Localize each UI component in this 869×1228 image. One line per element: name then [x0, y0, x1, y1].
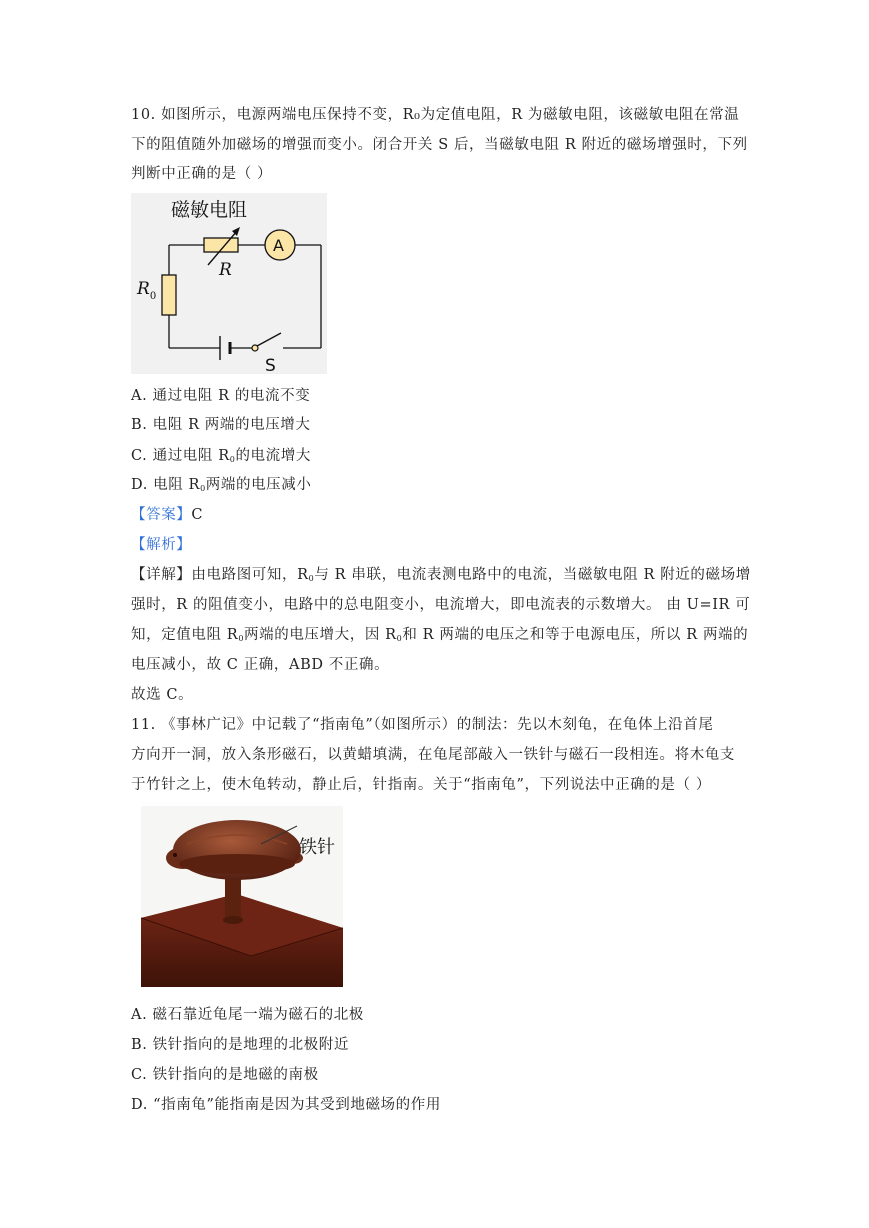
detail-line-3: 知，定值电阻 $R_0$两端的电压增大，因 $R_0$和 R 两端的电压之和等于电源电压，所以 R 两端的	[131, 627, 749, 643]
q10-choose: 故选 C。	[131, 687, 194, 703]
q10-option-d: D. 电阻 $R_0$两端的电压减小	[131, 477, 312, 493]
detail-tag: 【详解】	[131, 567, 192, 583]
detail-line-2: 强时，R 的阻值变小，电路中的总电阻变小，电流增大，即电流表的示数增大。 由 U=IR 可	[131, 597, 751, 613]
detail-line-4: 电压减小，故 C 正确，ABD 不正确。	[131, 657, 390, 673]
q10-stem-line-1: 10. 如图所示，电源两端电压保持不变，R₀为定值电阻，R 为磁敏电阻，该磁敏电阻在常温	[131, 107, 740, 123]
ammeter-label: A	[273, 236, 284, 255]
q10-stem-line-2: 下的阻值随外加磁场的增强而变小。闭合开关 S 后，当磁敏电阻 R 附近的磁场增强时，下列	[131, 137, 748, 153]
q11-stem-line-2: 方向开一洞，放入条形磁石，以黄蜡填满，在龟尾部敲入一铁针与磁石一段相连。将木龟支	[131, 747, 735, 763]
q11-option-b: B. 铁针指向的是地理的北极附近	[131, 1037, 349, 1053]
r0-label: $R_0$	[137, 279, 157, 302]
q11-stem-line-1: 11. 《事林广记》中记载了“指南龟”（如图所示）的制法：先以木刻龟，在龟体上沿首尾	[131, 717, 714, 733]
q11-option-a: A. 磁石靠近龟尾一端为磁石的北极	[131, 1007, 364, 1023]
circuit-title: 磁敏电阻	[171, 199, 248, 221]
turtle-compass-photo	[141, 806, 343, 987]
q10-answer: 【答案】C	[131, 507, 204, 523]
circuit-diagram	[131, 193, 327, 374]
q10-option-c: C. 通过电阻 $R_0$的电流增大	[131, 448, 311, 464]
q11-stem-line-3: 于竹针之上，使木龟转动，静止后，针指南。关于“指南龟”，下列说法中正确的是（ ）	[131, 777, 711, 793]
q10-option-b: B. 电阻 R 两端的电压增大	[131, 417, 311, 433]
detail-line-1: 【详解】由电路图可知，$R_0$与 R 串联，电流表测电路中的电流，当磁敏电阻 R 附近的磁场增	[131, 567, 751, 583]
iron-needle-label: 铁针	[299, 837, 335, 858]
r-label: R	[219, 260, 232, 280]
q11-option-c: C. 铁针指向的是地磁的南极	[131, 1067, 319, 1083]
switch-label: S	[265, 356, 276, 374]
q10-option-a: A. 通过电阻 R 的电流不变	[131, 388, 311, 404]
answer-tag: 【答案】	[131, 507, 192, 523]
q11-option-d: D. “指南龟”能指南是因为其受到地磁场的作用	[131, 1097, 441, 1113]
q10-stem-line-3: 判断中正确的是（ ）	[131, 166, 273, 182]
analysis-tag: 【解析】	[131, 537, 192, 553]
